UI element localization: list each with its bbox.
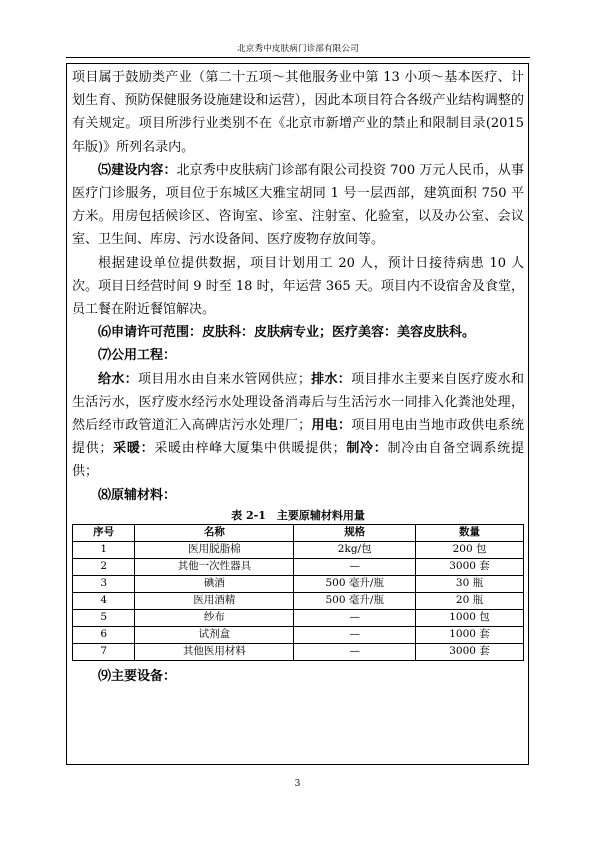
table-cell: 3 bbox=[73, 575, 135, 592]
table-cell: 医用脱脂棉 bbox=[135, 541, 294, 558]
table-cell: 1 bbox=[73, 541, 135, 558]
table-cell: 500 毫升/瓶 bbox=[294, 592, 416, 609]
table-cell: 碘酒 bbox=[135, 575, 294, 592]
section-utilities: ⑺公用工程： bbox=[98, 348, 177, 364]
table-cell: 2 bbox=[73, 558, 135, 575]
table-row bbox=[73, 609, 524, 626]
table-header-row bbox=[73, 524, 524, 541]
table-cell: 其他一次性器具 bbox=[135, 558, 294, 575]
section-construction bbox=[72, 159, 524, 252]
table-caption: 表 2-1 主要原辅材料用量 bbox=[231, 508, 365, 522]
table-row bbox=[73, 643, 524, 660]
table-cell: 200 包 bbox=[416, 541, 524, 558]
table-cell: 1000 包 bbox=[416, 609, 524, 626]
table-row bbox=[73, 575, 524, 592]
section-license-scope: ⑹申请许可范围：皮肤科：皮肤病专业；医疗美容：美容皮肤科。 bbox=[98, 325, 476, 341]
table-cell: — bbox=[294, 643, 416, 660]
table-cell: 试剂盒 bbox=[135, 626, 294, 643]
section-text: 北京秀中皮肤病门诊部有限公司投资 700 万元人民币，从事医疗门诊服务，项目位于东城区大雅宝胡同 1 号一层西部，建筑面积 750 平方米。用房包括候诊区、咨询室、诊室、注射室、化验室，以及办公室、会议室、卫生间、库房、污水设备间、医疗废物存放间等。 bbox=[72, 162, 524, 248]
table-cell: — bbox=[294, 626, 416, 643]
table-cell: — bbox=[294, 558, 416, 575]
header-rule bbox=[66, 57, 530, 58]
table-cell: 7 bbox=[73, 643, 135, 660]
header-cell: 数量 bbox=[416, 524, 524, 541]
section-equipment: ⑼主要设备： bbox=[98, 668, 177, 684]
drain-label: 排水： bbox=[310, 371, 352, 387]
table-cell: 其他医用材料 bbox=[135, 643, 294, 660]
paragraph-staffing: 根据建设单位提供数据，项目计划用工 20 人，预计日接待病患 10 人次。项目日经营时间 9 时至 18 时，年运营 365 天。项目内不设宿舍及食堂，员工餐在附近餐馆解决。 bbox=[72, 255, 524, 318]
paragraph-utilities bbox=[72, 368, 524, 484]
table-row bbox=[73, 541, 524, 558]
paragraph-industry-policy: 项目属于鼓励类产业（第二十五项～其他服务业中第 13 小项～基本医疗、计划生育、预防保健服务设施建设和运营），因此本项目符合各级产业结构调整的有关规定。项目所涉行业类别不在《北京市新增产业的禁止和限制目录(2015 年版)》所列名录内。 bbox=[72, 70, 524, 155]
table-cell: 20 瓶 bbox=[416, 592, 524, 609]
table-cell: 1000 套 bbox=[416, 626, 524, 643]
table-cell: 30 瓶 bbox=[416, 575, 524, 592]
heat-text: 采暖由梓峰大厦集中供暖提供； bbox=[154, 441, 346, 457]
section-materials: ⑻原辅材料： bbox=[98, 487, 177, 503]
water-text: 项目用水由自来水管网供应； bbox=[137, 371, 311, 387]
header-cell: 名称 bbox=[135, 524, 294, 541]
table-row bbox=[73, 626, 524, 643]
table-row bbox=[73, 558, 524, 575]
cool-text: 制冷由自备空调系统提供； bbox=[72, 441, 524, 480]
running-header: 北京秀中皮肤病门诊部有限公司 bbox=[237, 44, 359, 54]
power-text: 项目用电由当地市政供电系统提供； bbox=[72, 418, 524, 457]
table-cell: 500 毫升/瓶 bbox=[294, 575, 416, 592]
table-cell: 医用酒精 bbox=[135, 592, 294, 609]
table-cell: 6 bbox=[73, 626, 135, 643]
drain-text: 项目排水主要来自医疗废水和生活污水，医疗废水经污水处理设备消毒后与生活污水一同排入化粪池处理，然后经市政管道汇入高碑店污水处理厂； bbox=[72, 371, 524, 434]
page-number: 3 bbox=[294, 779, 301, 789]
table-row bbox=[73, 592, 524, 609]
table-cell: 3000 套 bbox=[416, 643, 524, 660]
header-cell: 规格 bbox=[294, 524, 416, 541]
header-cell: 序号 bbox=[73, 524, 135, 541]
water-label: 给水： bbox=[98, 371, 138, 387]
materials-table bbox=[72, 524, 524, 661]
table-cell: 3000 套 bbox=[416, 558, 524, 575]
table-cell: 纱布 bbox=[135, 609, 294, 626]
cool-label: 制冷： bbox=[345, 441, 388, 457]
section-label: ⑸建设内容： bbox=[98, 162, 177, 178]
table-cell: 5 bbox=[73, 609, 135, 626]
table-cell: — bbox=[294, 609, 416, 626]
table-cell: 4 bbox=[73, 592, 135, 609]
heat-label: 采暖： bbox=[112, 441, 155, 457]
table-cell: 2kg/包 bbox=[294, 541, 416, 558]
power-label: 用电： bbox=[311, 418, 352, 434]
document-body bbox=[72, 66, 524, 688]
